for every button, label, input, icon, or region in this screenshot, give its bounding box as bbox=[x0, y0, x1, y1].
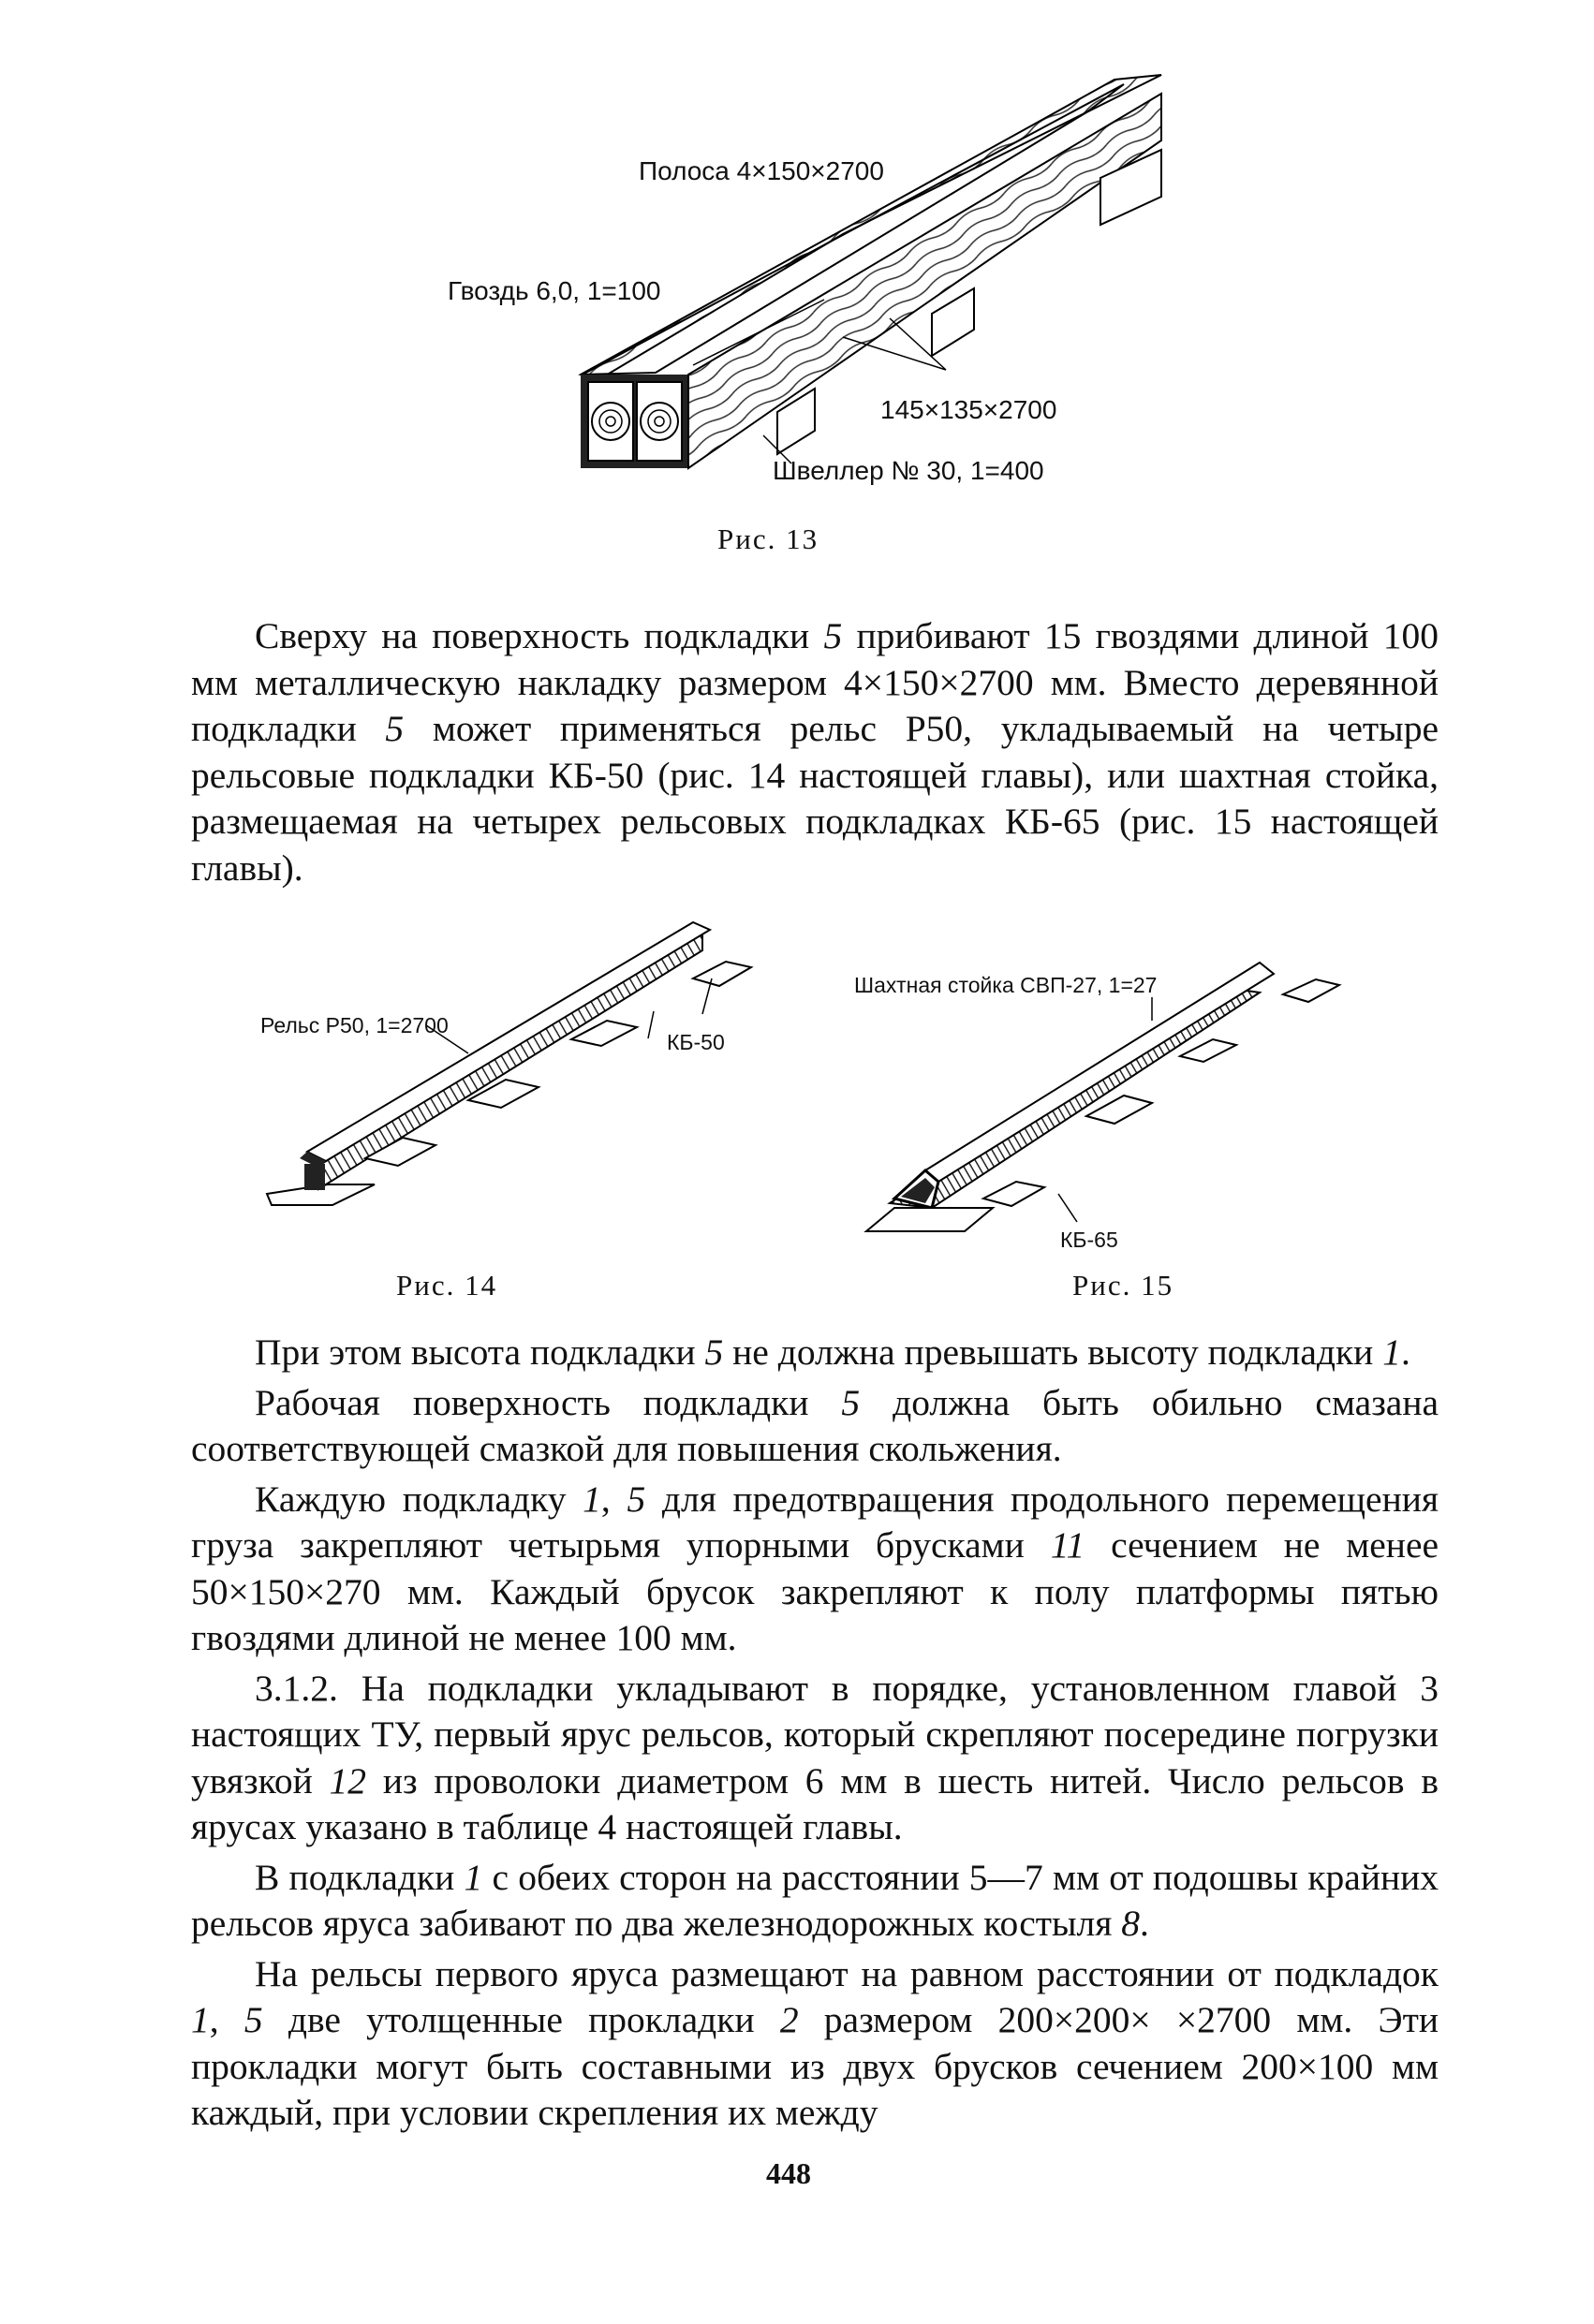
text-run: Каждую подкладку bbox=[255, 1478, 583, 1520]
text-run: сечением не менее 50×150×270 мм. Каждый брусок закрепляют к полу платформы пятью гвоздями длиной не менее 100 мм. bbox=[191, 1524, 1439, 1658]
fig13-label-strip: Полоса 4×150×2700 bbox=[639, 156, 884, 185]
reference-numeral: 5 bbox=[244, 1999, 263, 2040]
text-run: , bbox=[209, 1999, 244, 2040]
text-run: прибивают 15 гвоздями длиной 100 мм металлическую накладку размером 4×150×2700 мм. Вместо деревянной подкладки bbox=[191, 615, 1439, 749]
reference-numeral: 5 bbox=[823, 615, 843, 656]
figure-14-rail-on-pads bbox=[262, 913, 768, 1231]
figure-15-caption: Рис. 15 bbox=[1072, 1269, 1174, 1302]
fig14-label-pad: КБ-50 bbox=[667, 1030, 725, 1054]
text-run: . bbox=[1140, 1903, 1149, 1944]
text-run: не должна превышать высоту подкладки bbox=[723, 1331, 1383, 1373]
fig13-label-channel: Швеллер № 30, 1=400 bbox=[773, 456, 1044, 485]
text-block-2 bbox=[191, 1330, 1439, 2140]
text-run: Рабочая поверхность подкладки bbox=[255, 1381, 842, 1423]
text-run: 3.1.2. На подкладки укладывают в порядке, установленном главой 3 настоящих ТУ, первый ярус рельсов, который скрепляют посередине погрузки увязкой bbox=[191, 1667, 1439, 1802]
text-run: В подкладки bbox=[255, 1856, 465, 1898]
reference-numeral: 8 bbox=[1121, 1903, 1141, 1944]
text-run: Сверху на поверхность подкладки bbox=[255, 615, 824, 656]
paragraph-1 bbox=[191, 613, 1439, 891]
fig15-label-pad: КБ-65 bbox=[1060, 1228, 1118, 1252]
mine-prop-drawing bbox=[866, 963, 1339, 1231]
reference-numeral: 5 bbox=[841, 1381, 861, 1423]
text-run: для предотвращения продольного перемещения груза закрепляют четырьмя упорными брусками bbox=[191, 1478, 1439, 1566]
text-run: При этом высота подкладки bbox=[255, 1331, 705, 1373]
fig13-label-nail: Гвоздь 6,0, 1=100 bbox=[448, 276, 661, 305]
text-run: две утолщенные прокладки bbox=[262, 1999, 780, 2040]
reference-numeral: 1 bbox=[191, 1999, 210, 2040]
reference-numeral: 5 bbox=[627, 1478, 646, 1520]
paragraph-5 bbox=[191, 1666, 1439, 1851]
reference-numeral: 1 bbox=[1382, 1331, 1401, 1373]
figure-14-caption: Рис. 14 bbox=[396, 1269, 498, 1302]
reference-numeral: 1 bbox=[464, 1856, 483, 1898]
figure-15-mine-prop-on-pads bbox=[843, 946, 1386, 1255]
fig14-label-rail: Рельс Р50, 1=2700 bbox=[260, 1013, 449, 1037]
paragraph-4 bbox=[191, 1477, 1439, 1662]
paragraph-6 bbox=[191, 1855, 1439, 1948]
text-run: из проволоки диаметром 6 мм в шесть нитей. Число рельсов в ярусах указано в таблице 4 настоящей главы. bbox=[191, 1759, 1439, 1847]
text-run: может применяться рельс Р50, укладываемый на четыре рельсовые подкладки КБ-50 (рис. 14 настоящей главы), или шахтная стойка, размещаемая на четырех рельсовых подкладках КБ-65 (рис. 15 настоящей главы). bbox=[191, 708, 1439, 889]
text-run: На рельсы первого яруса размещают на равном расстоянии от подкладок bbox=[255, 1952, 1439, 1994]
paragraph-2 bbox=[191, 1330, 1439, 1376]
text-run: с обеих сторон на расстоянии 5—7 мм от подошвы крайних рельсов яруса забивают по два железнодорожных костыля bbox=[191, 1856, 1439, 1944]
paragraph-3 bbox=[191, 1380, 1439, 1473]
text-run: . bbox=[1400, 1331, 1410, 1373]
text-block-1 bbox=[191, 613, 1439, 895]
fig15-label-prop: Шахтная стойка СВП-27, 1=27 bbox=[854, 973, 1158, 997]
reference-numeral: 12 bbox=[329, 1759, 367, 1802]
figure-13-caption: Рис. 13 bbox=[717, 522, 819, 555]
figure-13-timber-pad bbox=[448, 122, 1143, 506]
timber-pad-drawing bbox=[581, 75, 1161, 468]
reference-numeral: 2 bbox=[779, 1999, 799, 2040]
page-number: 448 bbox=[766, 2156, 811, 2190]
paragraph-7 bbox=[191, 1951, 1439, 2137]
text-run: должна быть обильно смазана соответствующей смазкой для повышения скольжения. bbox=[191, 1381, 1439, 1469]
fig13-label-beam: 145×135×2700 bbox=[880, 395, 1057, 424]
text-run: , bbox=[600, 1478, 627, 1520]
reference-numeral: 5 bbox=[385, 708, 405, 749]
reference-numeral: 5 bbox=[704, 1331, 724, 1373]
rail-drawing bbox=[267, 922, 751, 1205]
text-run: размером 200×200× ×2700 мм. Эти прокладки могут быть составными из двух брусков сечением 200×100 мм каждый, при условии скрепления их между bbox=[191, 1999, 1439, 2133]
reference-numeral: 1 bbox=[583, 1478, 601, 1520]
reference-numeral: 11 bbox=[1050, 1524, 1085, 1566]
